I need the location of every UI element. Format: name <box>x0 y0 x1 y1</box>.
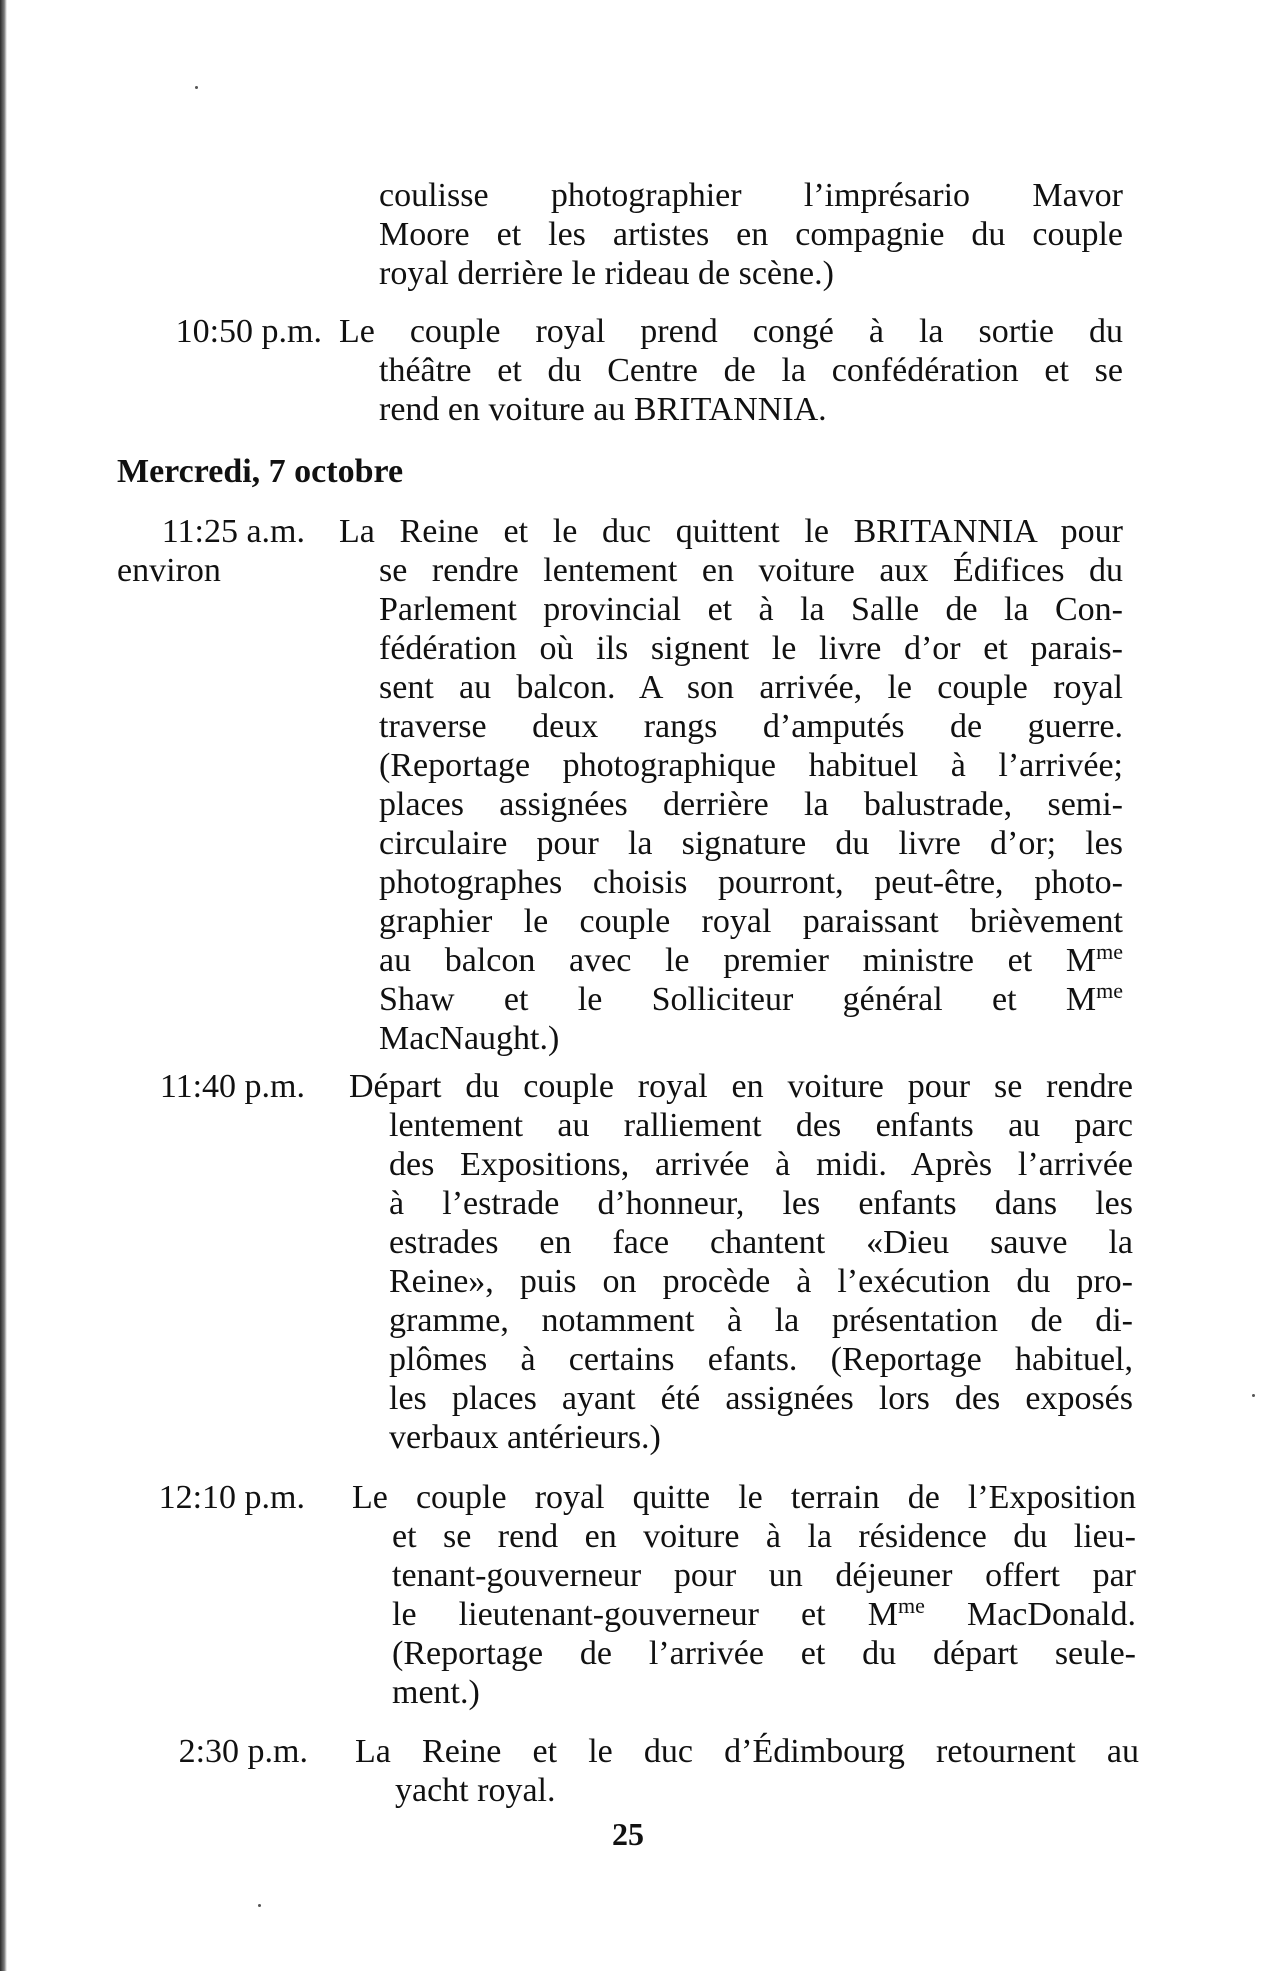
scan-speck <box>258 1904 261 1907</box>
text-line: (Reportage photographique habituel à l’arrivée; <box>379 747 1123 784</box>
text-line: Le couple royal quitte le terrain de l’Exposition <box>352 1479 1136 1516</box>
entry-text <box>339 512 1123 1058</box>
superscript-me: me <box>1096 939 1123 964</box>
text-line: gramme, notamment à la présentation de di- <box>389 1302 1133 1339</box>
page-number: 25 <box>612 1816 644 1852</box>
text-line: les places ayant été assignées lors des exposés <box>389 1380 1133 1417</box>
continuation-paragraph <box>379 176 1123 293</box>
text-line: plômes à certains efants. (Reportage habituel, <box>389 1341 1133 1378</box>
entry-time: 11:40 p.m. <box>159 1068 305 1105</box>
text-line: Départ du couple royal en voiture pour se rendre <box>349 1068 1133 1105</box>
text-line: Reine», puis on procède à l’exécution du pro- <box>389 1263 1133 1300</box>
entry-time-note: environ <box>117 552 221 589</box>
text-line: Moore et les artistes en compagnie du couple <box>379 216 1123 253</box>
text-line: se rendre lentement en voiture aux Édifices du <box>379 552 1123 589</box>
text-line: lentement au ralliement des enfants au parc <box>389 1107 1133 1144</box>
superscript-me: me <box>897 1593 925 1618</box>
entry-text <box>339 312 1123 429</box>
text-line: photographes choisis pourront, peut-être, photo- <box>379 864 1123 901</box>
text-line: MacNaught.) <box>379 1020 560 1057</box>
entry-time: 12:10 p.m. <box>158 1479 305 1516</box>
text-line: tenant-gouverneur pour un déjeuner offert par <box>392 1557 1136 1594</box>
text-line: des Expositions, arrivée à midi. Après l’arrivée <box>389 1146 1133 1183</box>
entry-time: 11:25 a.m. <box>161 513 305 550</box>
text-line: et se rend en voiture à la résidence du lieu- <box>392 1518 1136 1555</box>
text-line: rend en voiture au BRITANNIA. <box>379 391 827 428</box>
text-line: verbaux antérieurs.) <box>389 1419 661 1456</box>
text-line: ment.) <box>392 1674 480 1711</box>
scan-speck <box>195 86 198 89</box>
text-line: théâtre et du Centre de la confédération et se <box>379 352 1123 389</box>
text-line: sent au balcon. A son arrivée, le couple royal <box>379 669 1123 706</box>
day-heading: Mercredi, 7 octobre <box>117 453 404 490</box>
text-line: graphier le couple royal paraissant brièvement <box>379 903 1123 940</box>
text-line: Parlement provincial et à la Salle de la Con- <box>379 591 1123 628</box>
text-line: Le couple royal prend congé à la sortie du <box>339 313 1123 350</box>
entry-text <box>352 1478 1136 1712</box>
text-line: à l’estrade d’honneur, les enfants dans les <box>389 1185 1133 1222</box>
text-line-with-superscript: le lieutenant-gouverneur et $M^{me}$ MacDonald. <box>392 1593 1136 1633</box>
text-line: circulaire pour la signature du livre d’or; les <box>379 825 1123 862</box>
text-line: traverse deux rangs d’amputés de guerre. <box>379 708 1123 745</box>
entry-text <box>355 1732 1139 1810</box>
superscript-me: me <box>1096 978 1123 1003</box>
entry-time: 2:30 p.m. <box>178 1733 308 1770</box>
text-line-with-superscript: Shaw et le Solliciteur général et $M^{me}$ <box>379 978 1123 1018</box>
text-line: La Reine et le duc d’Édimbourg retournent au <box>355 1733 1139 1770</box>
text-line: estrades en face chantent «Dieu sauve la <box>389 1224 1133 1261</box>
text-line: fédération où ils signent le livre d’or et parais- <box>379 630 1123 667</box>
text-line-with-superscript: au balcon avec le premier ministre et $M^{me}$ <box>379 939 1123 979</box>
entry-text <box>349 1067 1133 1457</box>
text-line: royal derrière le rideau de scène.) <box>379 255 834 292</box>
text-line: places assignées derrière la balustrade, semi- <box>379 786 1123 823</box>
entry-time: 10:50 p.m. <box>175 313 322 350</box>
text-line: yacht royal. <box>395 1772 556 1809</box>
text-line: (Reportage de l’arrivée et du départ seule- <box>392 1635 1136 1672</box>
text-line: La Reine et le duc quittent le BRITANNIA pour <box>339 513 1123 550</box>
text-line: coulisse photographier l’imprésario Mavor <box>379 177 1123 214</box>
scan-speck <box>1252 1394 1255 1397</box>
